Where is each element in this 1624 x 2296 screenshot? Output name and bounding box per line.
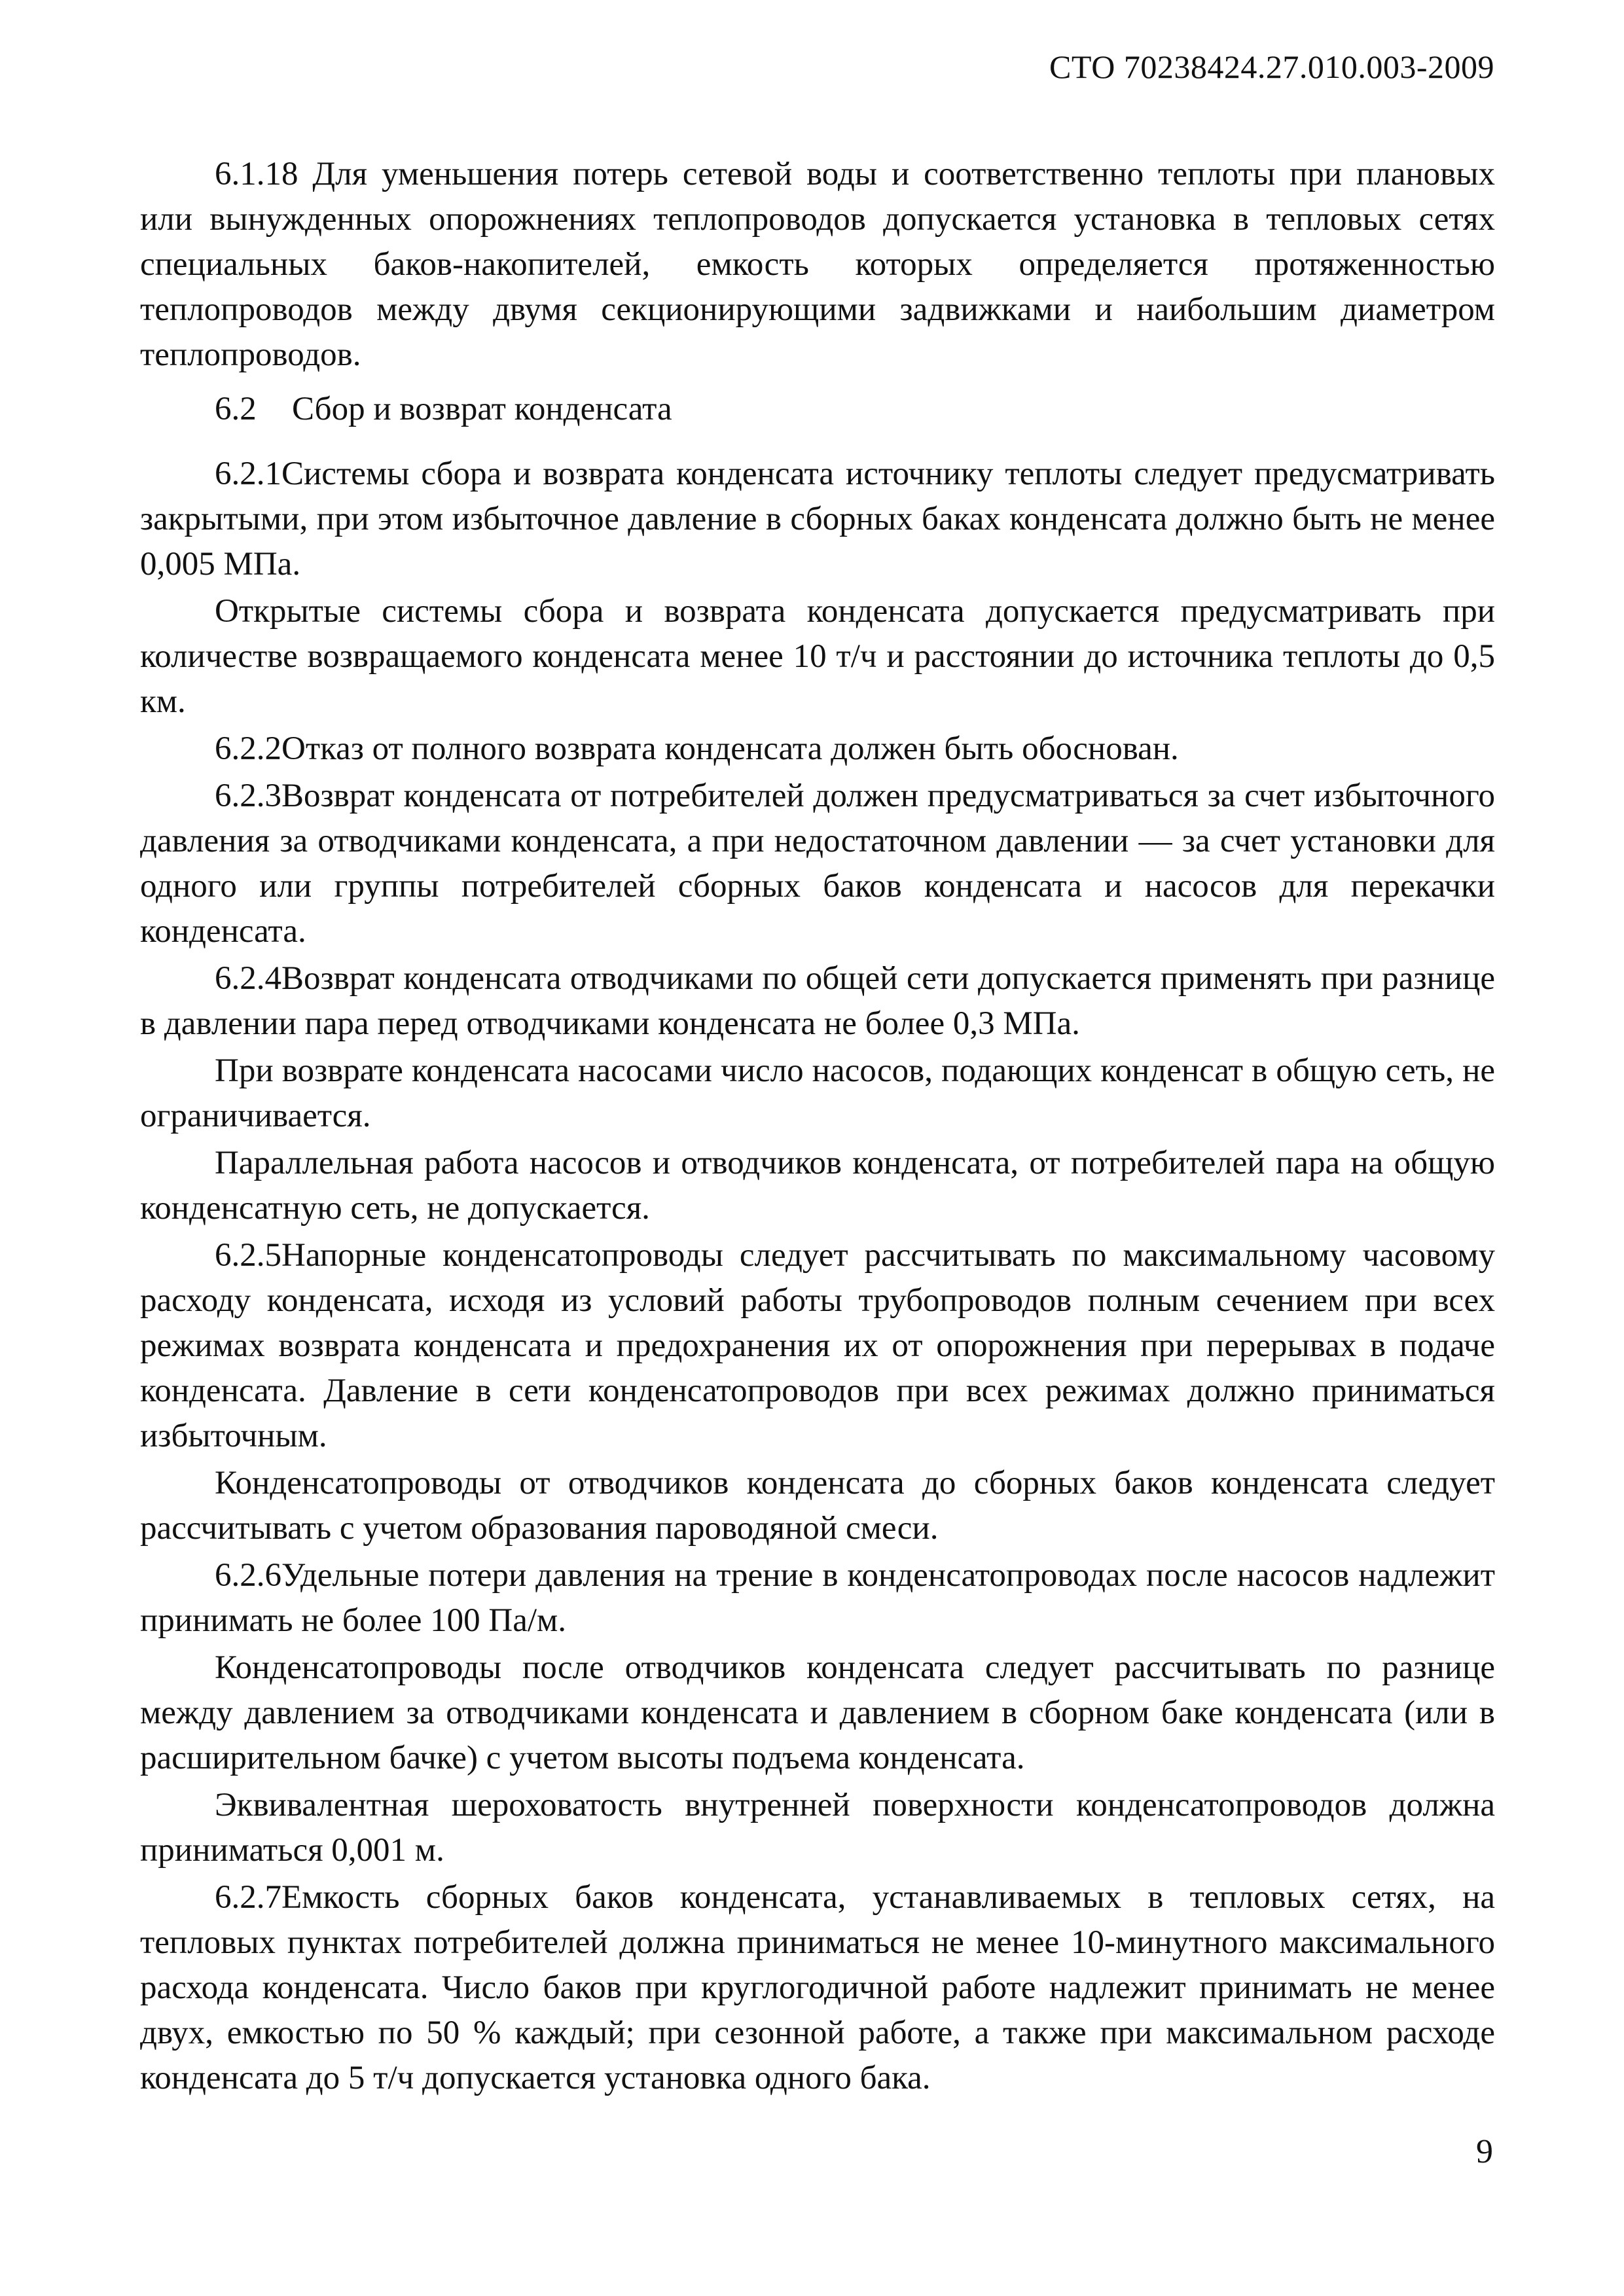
document-code-header: СТО 70238424.27.010.003-2009 [1049,48,1494,85]
paragraph-pressure-difference: Конденсатопроводы после отводчиков конденсата следует рассчитывать по разнице между давлением за отводчиками конденсата и давлением в сборном баке конденсата (или в расширительном бачке) с учетом высоты подъема конденсата. [140,1649,1495,1776]
page-number: 9 [1476,2133,1493,2170]
section-number: 6.2 [215,391,257,427]
section-heading-6-2 [140,387,1495,432]
paragraph-steam-water-mixture: Конденсатопроводы от отводчиков конденсата до сборных баков конденсата следует рассчитывать с учетом образования пароводяной смеси. [140,1465,1495,1547]
document-body [140,152,1495,2103]
paragraph-6-2-2: 6.2.2Отказ от полного возврата конденсата должен быть обоснован. [215,730,1179,767]
section-title: Сбор и возврат конденсата [292,391,672,427]
paragraph-6-2-7: 6.2.7Емкость сборных баков конденсата, устанавливаемых в тепловых сетях, на тепловых пунктах потребителей должна приниматься не менее 10-минутного максимального расхода конденсата. Число баков при круглогодичной работе надлежит принимать не менее двух, емкостью по 50 % каждый; при сезонной работе, а также при максимальном расходе конденсата до 5 т/ч допускается установка одного бака. [140,1879,1495,2096]
paragraph-roughness: Эквивалентная шероховатость внутренней поверхности конденсатопроводов должна приниматься 0,001 м. [140,1787,1495,1869]
paragraph-6-2-3: 6.2.3Возврат конденсата от потребителей должен предусматриваться за счет избыточного давления за отводчиками конденсата, а при недостаточном давлении — за счет установки для одного или группы потребителей сборных баков конденсата и насосов для перекачки конденсата. [140,778,1495,950]
paragraph-parallel-operation: Параллельная работа насосов и отводчиков конденсата, от потребителей пара на общую конденсатную сеть, не допускается. [140,1145,1495,1227]
paragraph-open-systems: Открытые системы сбора и возврата конденсата допускается предусматривать при количестве возвращаемого конденсата менее 10 т/ч и расстоянии до источника теплоты до 0,5 км. [140,593,1495,720]
paragraph-6-2-5: 6.2.5Напорные конденсатопроводы следует рассчитывать по максимальному часовому расходу конденсата, исходя из условий работы трубопроводов полным сечением при всех режимах возврата конденсата и предохранения их от опорожнения при перерывах в подаче конденсата. Давление в сети конденсатопроводов при всех режимах должно приниматься избыточным. [140,1237,1495,1454]
paragraph-6-2-4: 6.2.4Возврат конденсата отводчиками по общей сети допускается применять при разнице в давлении пара перед отводчиками конденсата не более 0,3 МПа. [140,960,1495,1042]
paragraph-6-1-18: 6.1.18 Для уменьшения потерь сетевой воды и соответственно теплоты при плановых или вынужденных опорожнениях теплопроводов допускается установка в тепловых сетях специальных баков-накопителей, емкость которых определяется протяженностью теплопроводов между двумя секционирующими задвижками и наибольшим диаметром теплопроводов. [140,156,1495,373]
paragraph-pump-return: При возврате конденсата насосами число насосов, подающих конденсат в общую сеть, не ограничивается. [140,1052,1495,1134]
paragraph-6-2-6: 6.2.6Удельные потери давления на трение в конденсатопроводах после насосов надлежит принимать не более 100 Па/м. [140,1557,1495,1639]
paragraph-6-2-1: 6.2.1Системы сбора и возврата конденсата источнику теплоты следует предусматривать закрытыми, при этом избыточное давление в сборных баках конденсата должно быть не менее 0,005 МПа. [140,456,1495,583]
